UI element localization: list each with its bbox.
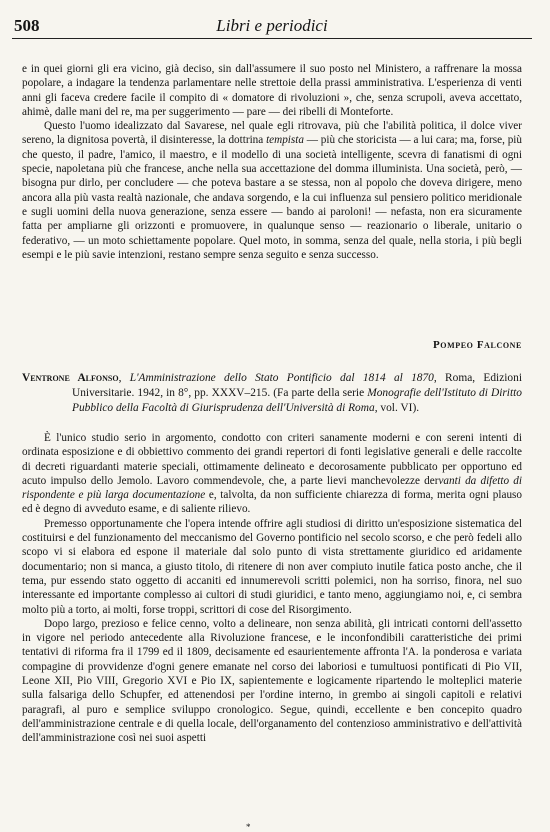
bibliographic-entry: Ventrone Alfonso, L'Amministrazione dello Stato Pontificio dal 1814 al 1870, Roma, Edizioni Universitarie. 1942, in 8°, pp. XXXV–215. (Fa parte della serie Monografie dell'Istituto di Diritto Pubblico della Facoltà di Giurisprudenza dell'Università di Roma, vol. VI). (22, 372, 522, 414)
page-header (12, 16, 532, 39)
text-run: e, talvolta, da non sufficiente chiarezza di forma, merita ogni plauso ed è degno di avveduto esame, e di saliente rilievo. (22, 489, 522, 516)
italic-phrase: vanti da difetto di rispondente e più larga documentazione (22, 474, 522, 502)
series-volume: , vol. VI). (374, 401, 420, 414)
paragraph (22, 119, 522, 262)
italic-term: tempista (266, 134, 304, 147)
review-falcone (22, 62, 522, 262)
paragraph (22, 431, 522, 517)
review-signature: Pompeo Falcone (432, 339, 522, 351)
paragraph: e in quei giorni gli era vicino, già deciso, sin dall'assumere il suo posto nel Ministero, a raffrenare la mossa popolare, a indagare la tendenza parlamentare nelle strettoie della prassi amministrativa. L'esperienza di venti anni gli faceva credere facile il compito di « domatore di rivoluzioni », che, senza scrupoli, aveva accettato, ahimè, dalle mani del re, ma per suggerimento — pare — dei ribelli di Monteforte. (22, 63, 522, 118)
running-head: Libri e periodici (216, 16, 328, 35)
review-ventrone (22, 431, 522, 746)
page-number: 508 (14, 16, 40, 35)
book-title: L'Amministrazione dello Stato Pontificio dal 1814 al 1870 (129, 372, 434, 384)
text-run: — più che storicista — a lui cara; ma, forse, più che questo, il padre, l'amico, il maestro, e il modello di una società intelligente, scevra di fanatismi di ogni specie, napoletana più che francese, anche nella sua accettazione del domma illuminista. Una società, però, — bisogna pur dirlo, per concludere — che poteva bastare a se stessa, non al popolo che doveva dirigere, meno ancora alla più vasta realtà nazionale, che andava sorgendo, e la cui influenza sul pensiero politico meridionale e sugli uomini della nuova generazione, senza essere — bando ai paroloni! — nefasta, non era sicuramente fatta per ampliarne gli orizzonti e promuovere, in qualunque senso — reazionario o liberale, unitario o federativo, — un moto schiettamente popolare. Quel moto, in somma, senza del quale, nella storia, i più begli esempi e le più savie intenzioni, restano sempre senza seguito e senza successo. (22, 134, 522, 261)
paragraph: Dopo largo, prezioso e felice cenno, volto a delineare, non senza abilità, gli intricati contorni dell'assetto in vigore nel periodo antecedente alla Rivoluzione francese, e le inconfondibili caratteristiche dei primi tentativi di riforma fra il 1799 ed il 1809, decisamente ed esaurientemente affronta l'A. la ponderosa e variata compagine di provvidenze d'ogni genere emanate nel corso dei laboriosi e tumultuosi pontificati di Pio VII, Leone XII, Pio VIII, Gregorio XVI e Pio IX, sapientemente e logicamente ripartendo le molteplici materie sulla falsariga dello Schupfer, ed attenendosi per l'ordine interno, in grembo ai singoli capitoli e relativi paragrafi, al puro e semplice sviluppo cronologico. Segue, quindi, eccellente e ben concepito quadro dell'amministrazione centrale e di quella locale, dell'organamento del contenzioso amministrativo e dell'attività dell'amministrazione così nei suoi aspetti (22, 617, 522, 745)
publication-details: , Roma, Edizioni Universitarie. 1942, in 8°, pp. XXXV–215. (Fa parte della serie (72, 372, 522, 399)
paragraph: Premesso opportunamente che l'opera intende offrire agli studiosi di diritto un'esposizione sistematica del costituirsi e del funzionamento del meccanismo del Governo pontificio nel secolo scorso, e che però fedeli allo scopo vi si elabora ed espone il materiale dal solo punto di vista strettamente giuridico ed aridamente documentario; non si manca, a giusto titolo, di ritenere di non aver compiuto inutile fatica posto anche, che il tema, pur essendo stato oggetto di accaniti ed innumerevoli scritti polemici, non ha sorriso, finora, nel suo interessante ed importante complesso ai cultori di studi giuridici, e tanto meno, aggiungiamo noi, e, ci sembra molto più a torto, ai molti, forse troppi, scrittori di cose del Risorgimento. (22, 517, 522, 616)
book-author: Ventrone Alfonso (22, 372, 119, 384)
signature-mark: * (246, 822, 251, 832)
series-title: Monografie dell'Istituto di Diritto Pubblico della Facoltà di Giurisprudenza dell'Università di Roma (72, 386, 522, 414)
text-run: Questo l'uomo idealizzato dal Savarese, nel quale egli ritrovava, più che l'abilità politica, il dolce viver sereno, la dignitosa povertà, il disinteresse, la dottrina (22, 120, 522, 147)
text-run: È l'unico studio serio in argomento, condotto con criteri sanamente moderni e con sereni intenti di ordinata esposizione e di obbiettivo commento dei grandi repertori di fonti legislative generali e delle raccolte di decreti riguardanti materie speciali, ottimamente delineato e decorosamente pubblicato per opportuno ed acuto impulso dello Jemolo. Lavoro commendevole, che, a parte lievi manchevolezze der (22, 432, 522, 487)
